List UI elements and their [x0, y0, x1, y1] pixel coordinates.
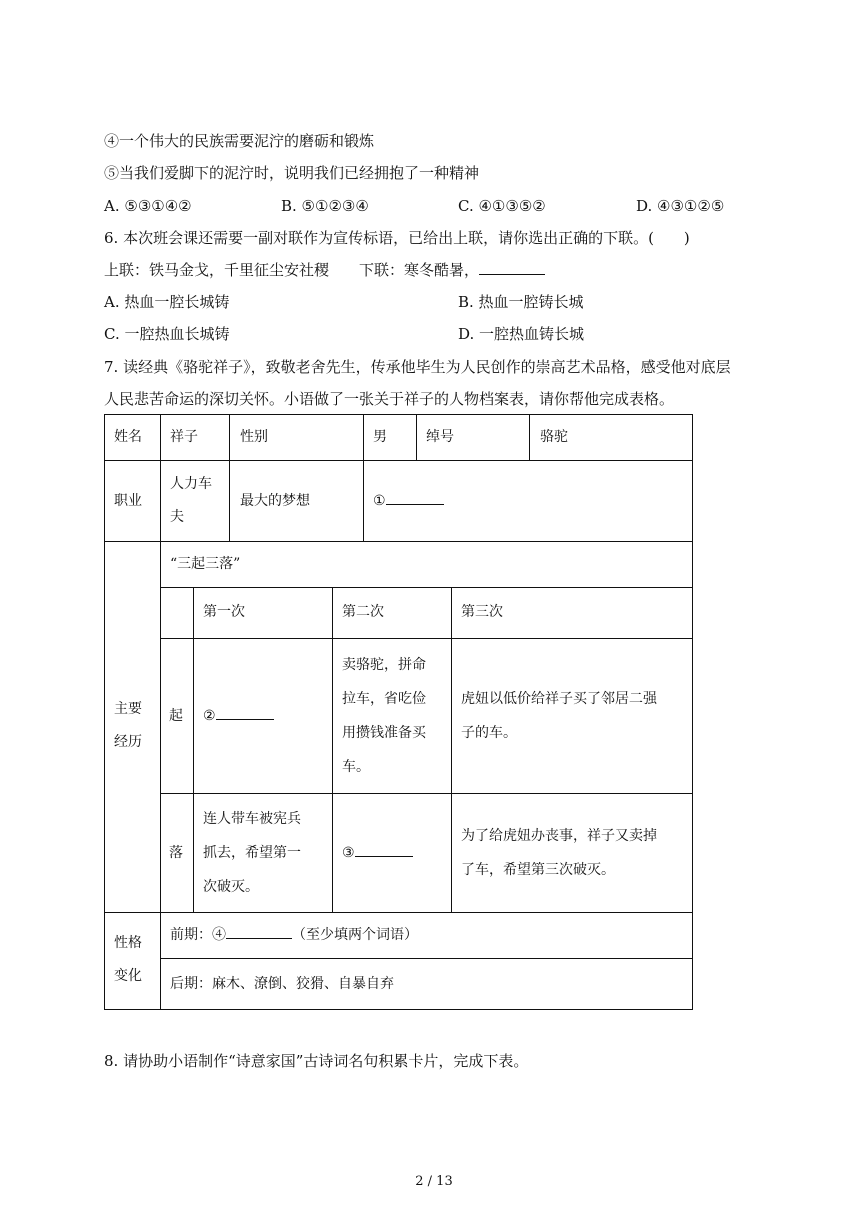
q6-option-a: A. 热血一腔长城铸 [104, 293, 230, 311]
q5-option-b: B. ⑤①②③④ [281, 197, 369, 215]
q8-stem: 8. 请协助小语制作“诗意家国”古诗词名句积累卡片，完成下表。 [104, 1052, 529, 1070]
q5-option-c: C. ④①③⑤② [458, 197, 546, 215]
rise-label: 起 [169, 708, 183, 724]
q6-lower: 下联：寒冬酷暑， [359, 261, 480, 279]
name-value: 祥子 [170, 429, 198, 445]
q6-option-c: C. 一腔热血长城铸 [104, 325, 230, 343]
nickname-value: 骆驼 [540, 429, 568, 445]
character-late: 后期：麻木、潦倒、狡猾、自暴自弃 [170, 976, 394, 992]
experience-label-line1: 主要 [114, 701, 142, 717]
character-label-line2: 变化 [114, 968, 142, 984]
fall2-blank: ③ [342, 836, 413, 870]
fall1-line1: 连人带车被宪兵 [203, 811, 301, 827]
character-label-line1: 性格 [114, 935, 142, 951]
job-label: 职业 [114, 493, 142, 509]
page-number: 2 / 13 [415, 1174, 453, 1189]
rise1-blank: ② [203, 699, 274, 733]
rise3-line2: 子的车。 [461, 725, 517, 741]
character-early: 前期：④ （至少填两个词语） [170, 918, 418, 952]
rise2-line1: 卖骆驼，拼命 [342, 657, 426, 673]
fall1-line3: 次破灭。 [203, 879, 259, 895]
list-item-5: ⑤当我们爱脚下的泥泞时，说明我们已经拥抱了一种精神 [104, 164, 480, 182]
rise2-line2: 拉车，省吃俭 [342, 691, 426, 707]
dream-label: 最大的梦想 [240, 493, 310, 509]
q6-option-d: D. 一腔热血铸长城 [458, 325, 585, 343]
q5-option-d: D. ④③①②⑤ [636, 197, 725, 215]
fall3-line1: 为了给虎妞办丧事，祥子又卖掉 [461, 828, 657, 844]
q7-stem-line2: 人民悲苦命运的深切关怀。小语做了一张关于祥子的人物档案表，请你帮他完成表格。 [104, 390, 675, 408]
three-rises-title: “三起三落” [170, 556, 241, 572]
q7-stem-line1: 7. 读经典《骆驼祥子》，致敬老舍先生，传承他毕生为人民创作的崇高艺术品格，感受他对底层 [104, 358, 731, 376]
header-second: 第二次 [342, 604, 384, 620]
q6-stem: 6. 本次班会课还需要一副对联作为宣传标语，已给出上联，请你选出正确的下联。( ) [104, 229, 690, 247]
experience-label-line2: 经历 [114, 734, 142, 750]
q5-option-a: A. ⑤③①④② [104, 197, 192, 215]
nickname-label: 绰号 [426, 429, 454, 445]
fall1-line2: 抓去，希望第一 [203, 845, 301, 861]
fall3-line2: 了车，希望第三次破灭。 [461, 862, 615, 878]
job-value-line1: 人力车 [170, 476, 212, 492]
rise3-line1: 虎妞以低价给祥子买了邻居二强 [461, 691, 657, 707]
gender-value: 男 [373, 429, 387, 445]
fall-label: 落 [169, 845, 183, 861]
list-item-4: ④一个伟大的民族需要泥泞的磨砺和锻炼 [104, 132, 375, 150]
name-label: 姓名 [114, 429, 142, 445]
q6-upper: 上联：铁马金戈，千里征尘安社稷 [104, 261, 330, 279]
job-value-line2: 夫 [170, 509, 184, 525]
header-first: 第一次 [203, 604, 245, 620]
rise2-line4: 车。 [342, 759, 370, 775]
q6-couplet [104, 260, 545, 280]
header-third: 第三次 [461, 604, 503, 620]
q6-answer-blank [479, 260, 545, 275]
gender-label: 性别 [240, 429, 268, 445]
rise2-line3: 用攒钱准备买 [342, 725, 426, 741]
q6-option-b: B. 热血一腔铸长城 [458, 293, 584, 311]
dream-blank: ① [373, 484, 444, 518]
